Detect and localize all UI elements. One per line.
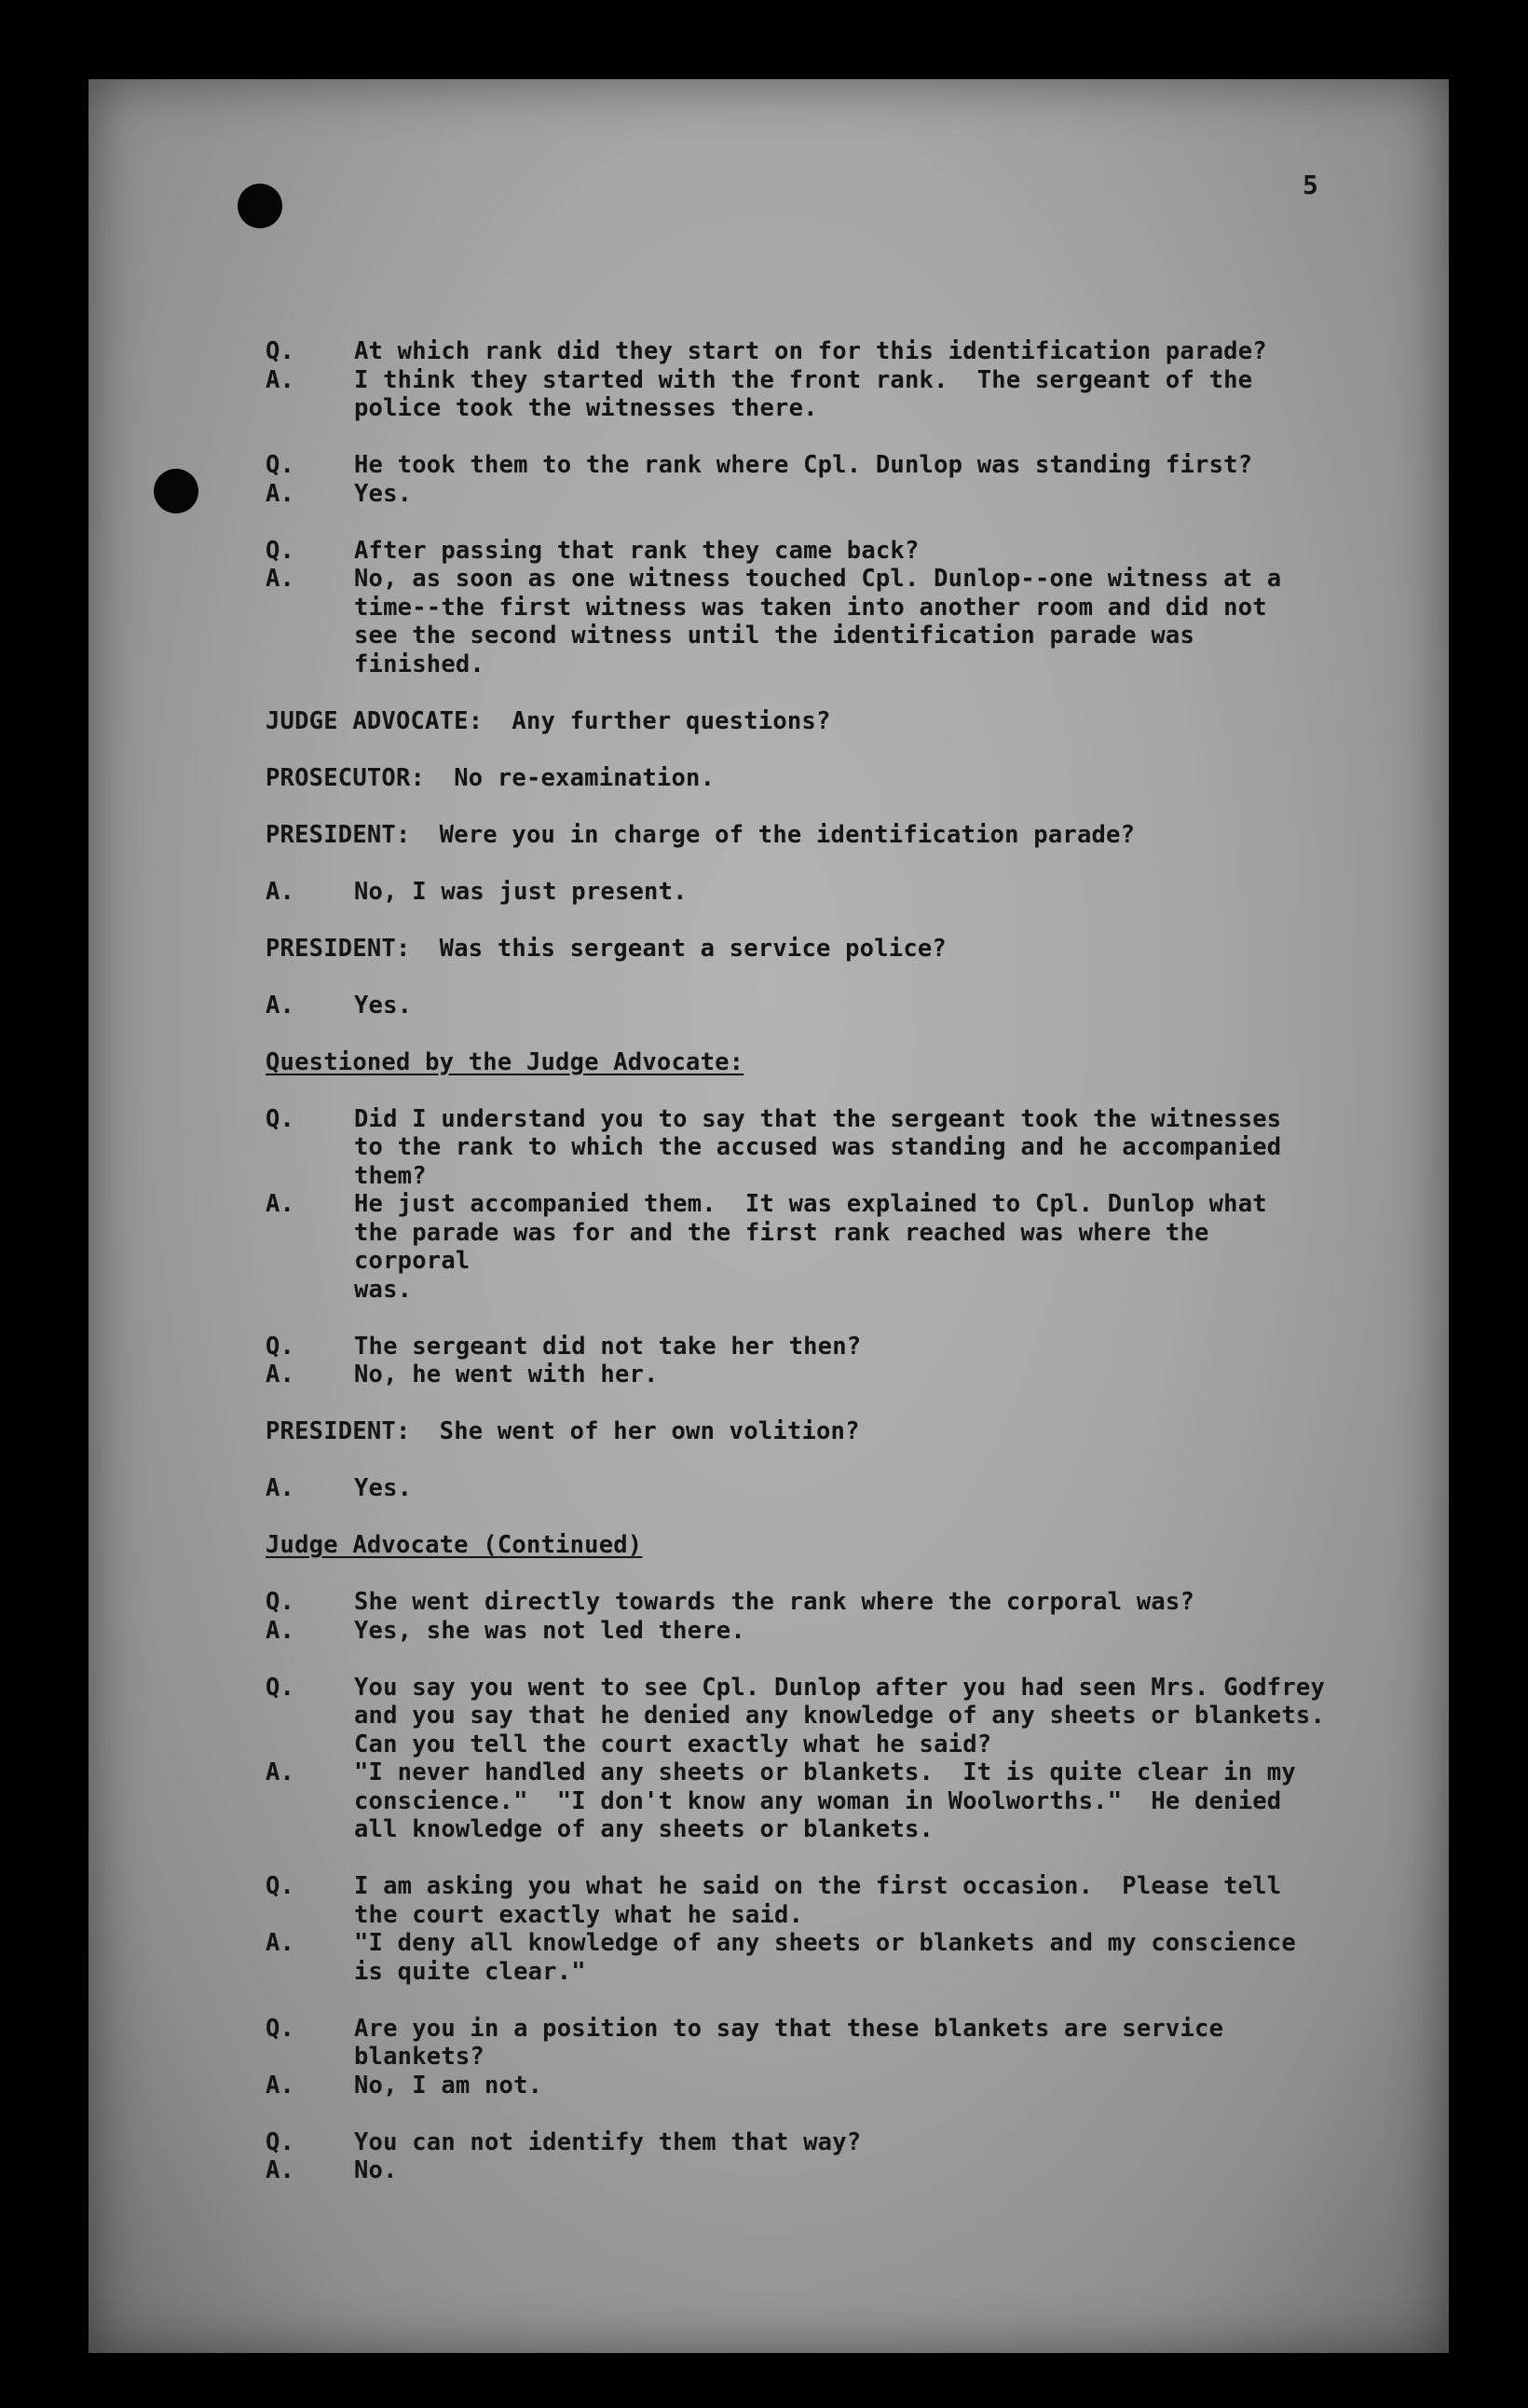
qa-exchange: [266, 1588, 1328, 1645]
answer-line: [266, 992, 1328, 1020]
speaker-statement: [266, 764, 1328, 793]
qa-tag: Q.: [266, 337, 295, 365]
question-line: [266, 1105, 1328, 1134]
qa-exchange: [266, 1333, 1328, 1389]
speaker-statement: [266, 935, 1328, 964]
qa-tag: [266, 1219, 354, 1276]
block-spacer: [266, 1560, 1328, 1589]
punch-hole-top: [238, 184, 282, 228]
qa-exchange: [266, 2015, 1328, 2100]
question-line: [266, 1702, 1328, 1731]
qa-text: I am asking you what he said on the first occasion. Please tell: [354, 1872, 1282, 1900]
block-spacer: [266, 1503, 1328, 1532]
qa-text: police took the witnesses there.: [354, 394, 818, 422]
qa-tag: A.: [266, 479, 295, 508]
qa-text: time--the first witness was taken into another room and did not: [354, 593, 1267, 622]
answer-line: [266, 1474, 1328, 1503]
qa-text: Are you in a position to say that these blankets are service: [354, 2014, 1224, 2043]
answer-line: [266, 1617, 1328, 1646]
qa-tag: [266, 1162, 354, 1191]
block-spacer: [266, 678, 1328, 707]
answer-line: [266, 394, 1328, 423]
speaker-text: She went of her own volition?: [439, 1417, 860, 1445]
qa-tag: [266, 1815, 354, 1844]
qa-tag: [266, 1731, 354, 1759]
section-heading: [266, 1048, 1328, 1077]
qa-text: No.: [354, 2156, 398, 2184]
section-heading-text: Questioned by the Judge Advocate:: [266, 1047, 744, 1076]
qa-text: At which rank did they start on for this identification parade?: [354, 337, 1267, 365]
qa-text: No, he went with her.: [354, 1361, 659, 1389]
block-spacer: [266, 423, 1328, 452]
answer-line: [266, 565, 1328, 594]
qa-exchange: [266, 878, 1328, 907]
question-line: [266, 2043, 1328, 2072]
qa-text: He took them to the rank where Cpl. Dunlop was standing first?: [354, 451, 1253, 479]
qa-text: Yes, she was not led there.: [354, 1616, 745, 1645]
answer-line: [266, 2156, 1328, 2185]
qa-exchange: [266, 451, 1328, 508]
qa-text: to the rank to which the accused was standing and he accompanied: [354, 1133, 1282, 1161]
answer-line: [266, 2072, 1328, 2100]
block-spacer: [266, 963, 1328, 992]
qa-text: blankets?: [354, 2043, 484, 2071]
answer-line: [266, 1929, 1328, 1958]
speaker-text: No re-examination.: [454, 763, 716, 792]
qa-text: "I deny all knowledge of any sheets or blankets and my conscience: [354, 1929, 1296, 1957]
speaker-statement: [266, 821, 1328, 850]
speaker-text: Were you in charge of the identification parade?: [439, 820, 1136, 849]
speaker-name: PROSECUTOR:: [266, 763, 455, 792]
punch-hole-middle: [154, 469, 198, 513]
qa-exchange: [266, 1105, 1328, 1305]
qa-tag: [266, 1901, 354, 1930]
block-spacer: [266, 1446, 1328, 1475]
qa-tag: Q.: [266, 2128, 295, 2156]
qa-tag: [266, 650, 354, 679]
qa-text: Yes.: [354, 1474, 413, 1502]
qa-exchange: [266, 1674, 1328, 1844]
qa-text: After passing that rank they came back?: [354, 536, 920, 565]
qa-text: them?: [354, 1161, 427, 1190]
question-line: [266, 451, 1328, 480]
qa-tag: Q.: [266, 1332, 295, 1361]
qa-text: Can you tell the court exactly what he said?: [354, 1730, 992, 1758]
speaker-name: JUDGE ADVOCATE:: [266, 706, 512, 735]
answer-line: [266, 594, 1328, 623]
answer-line: [266, 1787, 1328, 1816]
block-spacer: [266, 1986, 1328, 2015]
block-spacer: [266, 1304, 1328, 1333]
qa-text: No, I was just present.: [354, 877, 688, 906]
answer-line: [266, 1276, 1328, 1305]
qa-exchange: [266, 1872, 1328, 1986]
speaker-text: Was this sergeant a service police?: [439, 934, 947, 963]
question-line: [266, 1162, 1328, 1191]
qa-tag: A.: [266, 2156, 295, 2184]
speaker-text: Any further questions?: [512, 706, 831, 735]
qa-tag: [266, 1702, 354, 1731]
question-line: [266, 1333, 1328, 1361]
section-heading: [266, 1531, 1328, 1560]
block-spacer: [266, 1019, 1328, 1048]
answer-line: [266, 1361, 1328, 1389]
qa-tag: Q.: [266, 1673, 295, 1702]
qa-tag: A.: [266, 877, 295, 906]
qa-tag: [266, 2043, 354, 2072]
qa-text: He just accompanied them. It was explained to Cpl. Dunlop what: [354, 1190, 1267, 1218]
qa-text: is quite clear.": [354, 1957, 586, 1986]
qa-tag: A.: [266, 1190, 295, 1218]
block-spacer: [266, 906, 1328, 935]
qa-tag: A.: [266, 991, 295, 1019]
qa-text: and you say that he denied any knowledge of any sheets or blankets.: [354, 1702, 1326, 1730]
qa-tag: [266, 1276, 354, 1305]
qa-exchange: [266, 537, 1328, 679]
speaker-statement: [266, 707, 1328, 736]
answer-line: [266, 1758, 1328, 1787]
qa-exchange: [266, 2128, 1328, 2185]
question-line: [266, 1133, 1328, 1162]
answer-line: [266, 1190, 1328, 1219]
page-number: 5: [1303, 170, 1318, 200]
question-line: [266, 1674, 1328, 1703]
speaker-name: PRESIDENT:: [266, 934, 440, 963]
answer-line: [266, 480, 1328, 509]
answer-line: [266, 878, 1328, 907]
qa-tag: [266, 1787, 354, 1816]
qa-tag: Q.: [266, 451, 295, 479]
qa-tag: A.: [266, 365, 295, 394]
qa-exchange: [266, 992, 1328, 1020]
answer-line: [266, 1815, 1328, 1844]
qa-text: Yes.: [354, 479, 413, 508]
question-line: [266, 1731, 1328, 1759]
qa-text: conscience." "I don't know any woman in Woolworths." He denied: [354, 1786, 1282, 1815]
qa-tag: A.: [266, 565, 295, 593]
section-heading-text: Judge Advocate (Continued): [266, 1531, 643, 1559]
question-line: [266, 2015, 1328, 2044]
question-line: [266, 1872, 1328, 1901]
qa-tag: A.: [266, 1361, 295, 1389]
qa-tag: [266, 594, 354, 623]
speaker-name: PRESIDENT:: [266, 1417, 440, 1445]
qa-text: the court exactly what he said.: [354, 1900, 804, 1929]
block-spacer: [266, 508, 1328, 537]
transcript-body: [266, 337, 1328, 2185]
qa-text: No, I am not.: [354, 2071, 543, 2100]
block-spacer: [266, 2100, 1328, 2128]
answer-line: [266, 1219, 1328, 1276]
answer-line: [266, 622, 1328, 650]
answer-line: [266, 650, 1328, 679]
qa-tag: Q.: [266, 2014, 295, 2043]
answer-line: [266, 1958, 1328, 1987]
qa-tag: A.: [266, 1929, 295, 1957]
qa-text: the parade was for and the first rank reached was where the corporal: [354, 1218, 1224, 1275]
qa-text: Did I understand you to say that the sergeant took the witnesses: [354, 1104, 1282, 1133]
qa-text: The sergeant did not take her then?: [354, 1332, 862, 1361]
block-spacer: [266, 792, 1328, 821]
qa-exchange: [266, 1474, 1328, 1503]
qa-tag: Q.: [266, 536, 295, 565]
qa-tag: Q.: [266, 1104, 295, 1133]
qa-text: finished.: [354, 650, 484, 678]
question-line: [266, 1588, 1328, 1617]
question-line: [266, 337, 1328, 366]
qa-tag: A.: [266, 1758, 295, 1786]
qa-text: Yes.: [354, 991, 413, 1019]
question-line: [266, 2128, 1328, 2157]
block-spacer: [266, 849, 1328, 878]
qa-tag: A.: [266, 1474, 295, 1502]
qa-tag: [266, 394, 354, 423]
qa-text: see the second witness until the identification parade was: [354, 622, 1195, 650]
block-spacer: [266, 1844, 1328, 1873]
block-spacer: [266, 735, 1328, 764]
qa-text: No, as soon as one witness touched Cpl. Dunlop--one witness at a: [354, 565, 1282, 593]
qa-tag: [266, 1958, 354, 1987]
qa-tag: [266, 1133, 354, 1162]
qa-text: all knowledge of any sheets or blankets.: [354, 1815, 935, 1843]
qa-text: was.: [354, 1275, 413, 1304]
question-line: [266, 1901, 1328, 1930]
qa-text: She went directly towards the rank where the corporal was?: [354, 1588, 1195, 1616]
qa-tag: A.: [266, 2071, 295, 2100]
qa-text: You can not identify them that way?: [354, 2128, 862, 2156]
block-spacer: [266, 1389, 1328, 1418]
answer-line: [266, 366, 1328, 395]
block-spacer: [266, 1645, 1328, 1674]
qa-tag: Q.: [266, 1872, 295, 1900]
block-spacer: [266, 1076, 1328, 1105]
speaker-name: PRESIDENT:: [266, 820, 440, 849]
qa-text: You say you went to see Cpl. Dunlop after you had seen Mrs. Godfrey: [354, 1673, 1326, 1702]
qa-tag: Q.: [266, 1588, 295, 1616]
qa-exchange: [266, 337, 1328, 423]
question-line: [266, 537, 1328, 566]
qa-tag: A.: [266, 1616, 295, 1645]
qa-tag: [266, 622, 354, 650]
speaker-statement: [266, 1417, 1328, 1446]
qa-text: I think they started with the front rank. The sergeant of the: [354, 365, 1253, 394]
qa-text: "I never handled any sheets or blankets. It is quite clear in my: [354, 1758, 1296, 1786]
